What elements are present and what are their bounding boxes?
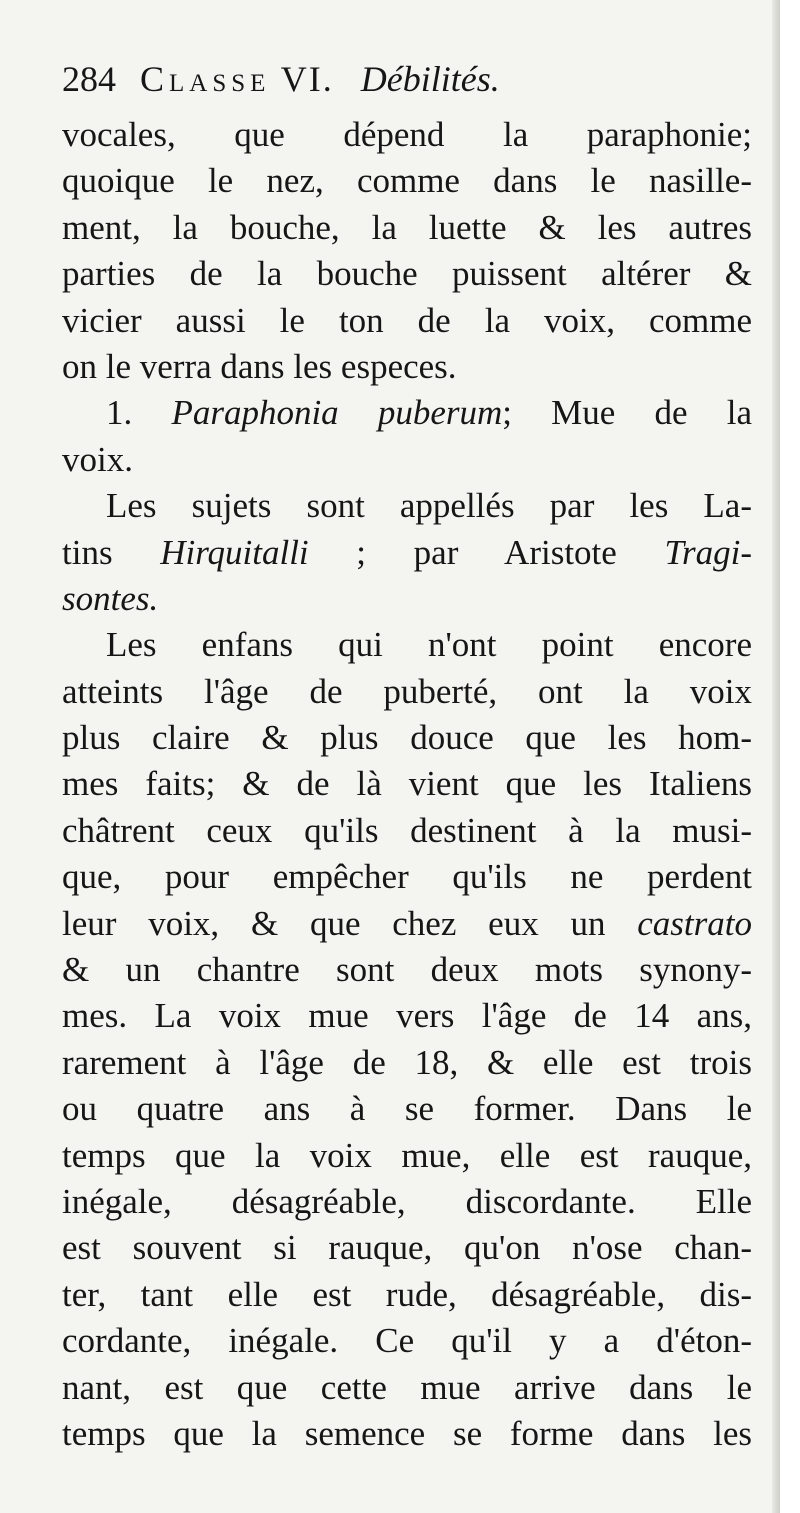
text-line xyxy=(62,251,752,297)
line-text: parties de la bouche puissent altérer & xyxy=(62,254,752,294)
line-text: est souvent si rauque, qu'on n'ose chan- xyxy=(62,1228,752,1268)
text-line xyxy=(62,1318,752,1364)
text-line xyxy=(62,669,752,715)
text-line xyxy=(62,1040,752,1086)
classe-numeral: VI. xyxy=(280,59,334,99)
page-number: 284 xyxy=(62,59,116,99)
text-line xyxy=(62,993,752,1039)
text-line xyxy=(62,1365,752,1411)
line-text: & un chantre sont deux mots synony- xyxy=(62,950,752,990)
text-line xyxy=(62,437,752,483)
text-line xyxy=(62,1133,752,1179)
line-text: tins xyxy=(62,532,161,572)
text-line xyxy=(62,205,752,251)
section-title: Débilités. xyxy=(360,59,500,99)
line-text: que, pour empêcher qu'ils ne perdent xyxy=(62,857,752,897)
text-line xyxy=(62,344,752,390)
line-text: on le verra dans les especes. xyxy=(62,346,457,386)
page-edge xyxy=(772,0,780,1513)
text-line xyxy=(62,112,752,158)
text-line xyxy=(62,947,752,993)
line-text: quoique le nez, comme dans le nasille- xyxy=(62,161,752,201)
text-line xyxy=(62,158,752,204)
italic-text: Tragi- xyxy=(664,532,752,572)
text-line xyxy=(62,715,752,761)
body-text xyxy=(62,112,752,1457)
text-line xyxy=(62,298,752,344)
line-text: ter, tant elle est rude, désagréable, dis- xyxy=(62,1274,752,1314)
text-line xyxy=(62,854,752,900)
running-head xyxy=(140,56,500,102)
text-line xyxy=(62,622,752,668)
text-line xyxy=(62,901,752,947)
line-text: nant, est que cette mue arrive dans le xyxy=(62,1367,752,1407)
line-text: mes faits; & de là vient que les Italiens xyxy=(62,764,752,804)
line-text: atteints l'âge de puberté, ont la voix xyxy=(62,671,752,711)
text-line xyxy=(62,1411,752,1457)
line-text: temps que la semence se forme dans les xyxy=(62,1413,752,1453)
text-line xyxy=(62,576,752,622)
italic-text: castrato xyxy=(637,903,752,943)
line-text: leur voix, & que chez eux un xyxy=(62,903,638,943)
text-line xyxy=(62,390,752,436)
italic-text: Hirquitalli xyxy=(160,532,309,572)
text-line xyxy=(62,1086,752,1132)
line-text: vicier aussi le ton de la voix, comme xyxy=(62,300,752,340)
text-line xyxy=(62,483,752,529)
line-text: Les sujets sont appellés par les La- xyxy=(106,486,752,526)
text-line xyxy=(62,1225,752,1271)
line-text: voix. xyxy=(62,439,133,479)
page-text xyxy=(62,56,752,1457)
line-text: inégale, désagréable, discordante. Elle xyxy=(62,1181,752,1221)
text-line xyxy=(62,761,752,807)
line-text: cordante, inégale. Ce qu'il y a d'éton- xyxy=(62,1321,752,1361)
text-line xyxy=(62,530,752,576)
line-text: vocales, que dépend la paraphonie; xyxy=(62,115,752,154)
line-text: rarement à l'âge de 18, & elle est trois xyxy=(62,1042,752,1082)
line-text: châtrent ceux qu'ils destinent à la musi- xyxy=(62,810,752,850)
italic-text: sontes. xyxy=(62,578,159,618)
line-text: ; Mue de la xyxy=(502,393,752,433)
line-text: temps que la voix mue, elle est rauque, xyxy=(62,1135,752,1175)
line-text: ; par Aristote xyxy=(308,532,665,572)
line-text: 1. xyxy=(106,393,172,433)
line-text: ou quatre ans à se former. Dans le xyxy=(62,1089,752,1129)
italic-text: Paraphonia puberum xyxy=(171,393,503,433)
line-text: mes. La voix mue vers l'âge de 14 ans, xyxy=(62,996,752,1036)
line-text: plus claire & plus douce que les hom- xyxy=(62,718,752,758)
text-line xyxy=(62,1272,752,1318)
line-text: Les enfans qui n'ont point encore xyxy=(106,625,752,665)
running-header xyxy=(62,56,752,102)
text-line xyxy=(62,1179,752,1225)
line-text: ment, la bouche, la luette & les autres xyxy=(62,207,752,247)
text-line xyxy=(62,808,752,854)
classe-label: Classe xyxy=(140,59,271,99)
